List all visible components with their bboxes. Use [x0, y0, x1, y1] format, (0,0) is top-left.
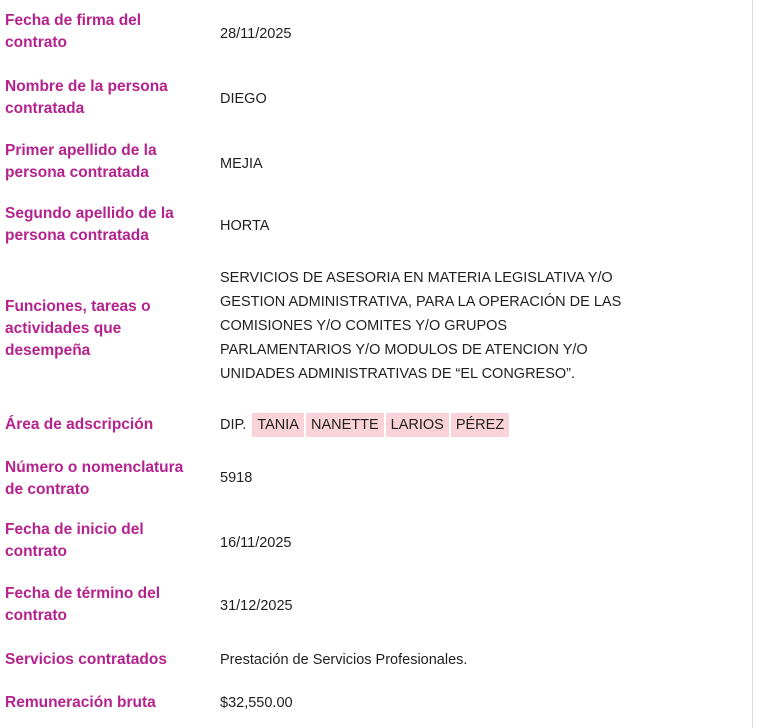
panel-divider: [752, 0, 753, 728]
field-value-segundo-apellido: HORTA: [220, 218, 270, 234]
highlighted-word: PÉREZ: [451, 413, 509, 437]
funciones-line: GESTION ADMINISTRATIVA, PARA LA OPERACIÓN DE LAS: [220, 294, 622, 310]
field-label-segundo-apellido: Segundo apellido de la persona contratada: [5, 205, 174, 244]
field-value-remuneracion: $32,550.00: [220, 695, 293, 711]
field-value-fecha-inicio: 16/11/2025: [220, 535, 292, 551]
field-label-area-adscripcion: Área de adscripción: [5, 416, 154, 433]
funciones-line: COMISIONES Y/O COMITES Y/O GRUPOS: [220, 318, 508, 334]
field-label-remuneracion: Remuneración bruta: [5, 694, 156, 711]
field-value-nombre: DIEGO: [220, 91, 267, 107]
highlighted-word: TANIA: [252, 413, 304, 437]
field-label-fecha-termino: Fecha de término del contrato: [5, 585, 161, 624]
field-label-nombre: Nombre de la persona contratada: [5, 78, 168, 117]
funciones-line: UNIDADES ADMINISTRATIVAS DE “EL CONGRESO”.: [220, 366, 576, 382]
funciones-line: PARLAMENTARIOS Y/O MODULOS DE ATENCION Y/O: [220, 342, 588, 358]
field-value-primer-apellido: MEJIA: [220, 156, 263, 172]
field-label-servicios: Servicios contratados: [5, 651, 167, 668]
field-label-fecha-inicio: Fecha de inicio del contrato: [5, 521, 144, 560]
highlighted-word: NANETTE: [306, 413, 384, 437]
highlighted-word: LARIOS: [386, 413, 449, 437]
field-value-area-adscripcion: [220, 413, 720, 437]
field-value-funciones: [220, 266, 720, 386]
field-label-numero-contrato: Número o nomenclatura de contrato: [5, 459, 184, 498]
field-value-numero-contrato: 5918: [220, 470, 253, 486]
field-label-fecha-firma: Fecha de firma del contrato: [5, 12, 142, 51]
field-label-primer-apellido: Primer apellido de la persona contratada: [5, 142, 157, 181]
field-label-funciones: Funciones, tareas o actividades que desempeña: [5, 298, 151, 359]
field-value-servicios: Prestación de Servicios Profesionales.: [220, 652, 468, 668]
field-value-fecha-firma: 28/11/2025: [220, 26, 292, 42]
funciones-line: SERVICIOS DE ASESORIA EN MATERIA LEGISLATIVA Y/O: [220, 270, 613, 286]
area-prefix: DIP.: [220, 417, 247, 433]
field-value-fecha-termino: 31/12/2025: [220, 598, 293, 614]
